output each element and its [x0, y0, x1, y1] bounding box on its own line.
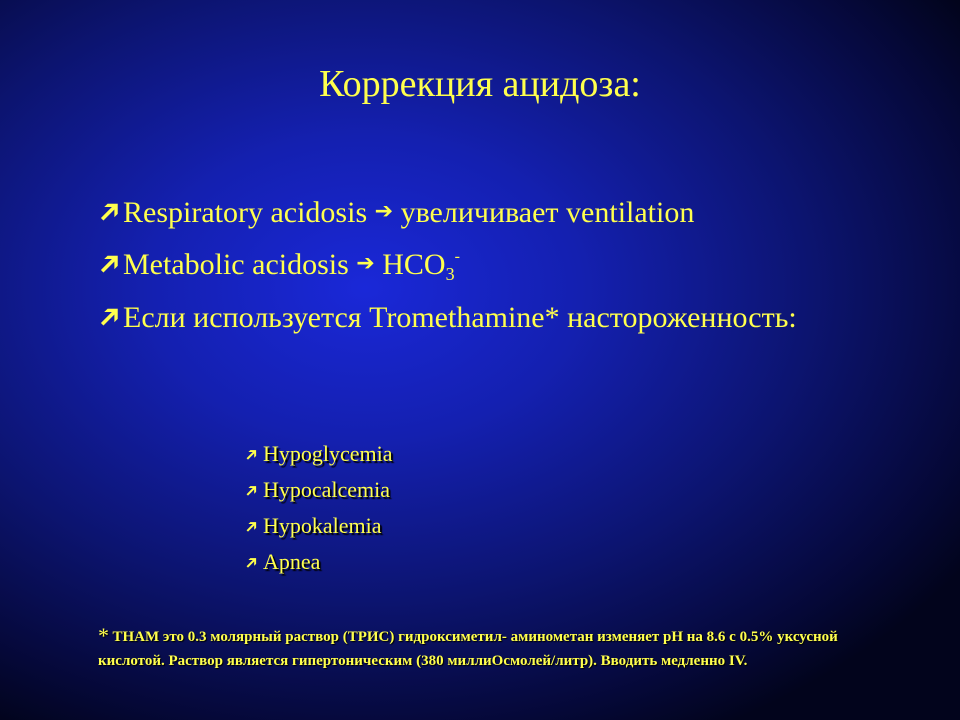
sub-item-hypocalcemia: [239, 472, 393, 508]
bullet-arrow-icon: ➔: [89, 190, 131, 233]
sub-bullet-list: [239, 436, 393, 580]
superscript: -: [454, 248, 460, 265]
bullet-arrow-icon: ➔: [239, 550, 264, 575]
list-item-respiratory-acidosis: [89, 190, 898, 235]
sub-item-hypokalemia: [239, 508, 393, 544]
right-arrow-icon: ➔: [356, 251, 375, 276]
item-text-after-arrow: HCO: [382, 248, 446, 281]
list-item-tromethamine-warning: [89, 295, 898, 340]
main-bullet-list: [89, 190, 898, 340]
item-text-before-arrow: Metabolic acidosis: [123, 248, 349, 281]
bullet-arrow-icon: ➔: [239, 478, 264, 503]
bullet-arrow-icon: ➔: [239, 514, 264, 539]
bullet-arrow-icon: ➔: [89, 242, 131, 285]
sub-item-label: Hypocalcemia: [263, 477, 391, 502]
item-text-before-arrow: Respiratory acidosis: [123, 196, 368, 229]
right-arrow-icon: ➔: [374, 199, 394, 224]
sub-item-label: Hypokalemia: [263, 513, 382, 538]
footnote: [98, 624, 898, 673]
sub-item-apnea: [239, 544, 393, 580]
bullet-arrow-icon: ➔: [89, 295, 131, 338]
footnote-text: THAM это 0.3 молярный раствор (ТРИС) гидроксиметил- аминометан изменяет pH на 8.6 с 0.5% уксусной кислотой. Раствор является гипертоническим (380 миллиОсмолей/литр). Вводить медленно IV.: [98, 629, 838, 669]
item-text: Если используется Tromethamine* настороженность:: [123, 301, 797, 334]
list-item-metabolic-acidosis: [89, 235, 898, 296]
slide-title: Коррекция ацидоза:: [319, 63, 641, 105]
sub-item-label: Apnea: [263, 549, 321, 574]
sub-item-hypoglycemia: [239, 436, 393, 472]
item-text-after-arrow: увеличивает ventilation: [400, 196, 695, 229]
sub-item-label: Hypoglycemia: [263, 441, 393, 466]
bullet-arrow-icon: ➔: [239, 442, 264, 467]
subscript: 3: [445, 264, 455, 284]
footnote-star: *: [98, 623, 109, 648]
